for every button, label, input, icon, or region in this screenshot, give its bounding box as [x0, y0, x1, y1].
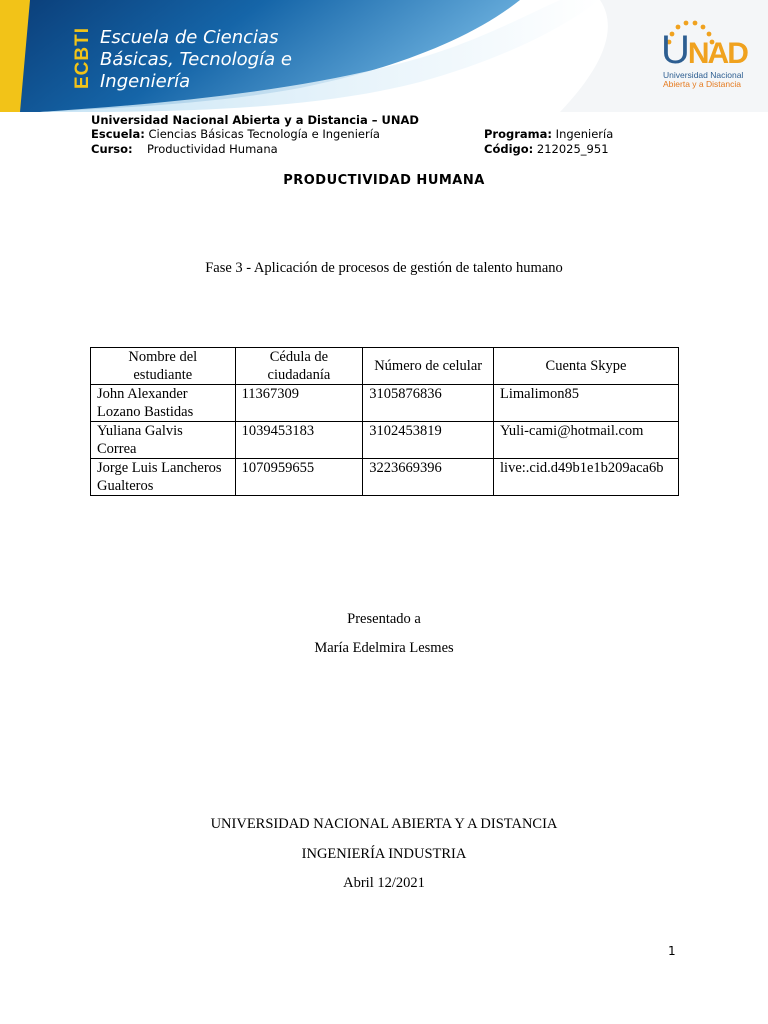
student-name-line-1: Yuliana Galvis: [97, 423, 183, 439]
skype-cell: live:.cid.d49b1e1b209aca6b: [494, 459, 679, 496]
programa-line: [484, 127, 613, 141]
escuela-value: Ciencias Básicas Tecnología e Ingeniería: [148, 127, 380, 141]
curso-label: Curso:: [91, 142, 133, 156]
program-name-upper: INGENIERÍA INDUSTRIA: [301, 846, 467, 862]
banner-title-line-3: Ingeniería: [100, 71, 191, 92]
curso-value: Productividad Humana: [147, 142, 278, 156]
header-celular-text: Número de celular: [374, 358, 483, 374]
banner-title-line-2: Básicas, Tecnología e: [100, 49, 292, 70]
header-cell-cedula: [235, 348, 363, 385]
programa-value: Ingeniería: [555, 127, 614, 141]
codigo-line: [484, 142, 609, 156]
phase-title: Fase 3 - Aplicación de procesos de gestión de talento humano: [205, 260, 563, 276]
university-name-upper: UNIVERSIDAD NACIONAL ABIERTA Y A DISTANCIA: [210, 816, 558, 832]
table-header-row: [91, 348, 679, 385]
codigo-value: 212025_951: [536, 142, 609, 156]
page-number: 1: [668, 944, 676, 958]
student-name-line-1: Jorge Luis Lancheros: [97, 460, 222, 476]
table-row: [91, 422, 679, 459]
header-name-line-1: Nombre del: [128, 349, 198, 365]
student-name-cell: [91, 385, 236, 422]
students-table: [90, 347, 679, 496]
table-row: [91, 459, 679, 496]
header-cell-celular: [363, 348, 494, 385]
codigo-label: Código:: [484, 142, 534, 156]
header-name-line-2: estudiante: [133, 367, 193, 383]
cedula-cell: 1039453183: [235, 422, 363, 459]
student-name-line-1: John Alexander: [97, 386, 188, 402]
header-cell-skype: [494, 348, 679, 385]
document-date: Abril 12/2021: [343, 875, 425, 891]
student-name-line-2: Correa: [97, 441, 137, 457]
document-heading: PRODUCTIVIDAD HUMANA: [283, 173, 485, 188]
celular-cell: 3105876836: [363, 385, 494, 422]
cedula-cell: 1070959655: [235, 459, 363, 496]
header-cedula-line-1: Cédula de: [269, 349, 329, 365]
celular-cell: 3223669396: [363, 459, 494, 496]
unad-logo: [655, 18, 751, 98]
logo-wordmark: UNAD: [661, 28, 747, 72]
student-name-line-2: Gualteros: [97, 478, 154, 494]
logo-subtitle-2: Abierta y a Distancia: [663, 79, 741, 89]
skype-cell: Yuli-cami@hotmail.com: [494, 422, 679, 459]
student-name-cell: [91, 459, 236, 496]
header-banner: [0, 0, 768, 112]
curso-line: [91, 142, 278, 156]
header-cedula-line-2: ciudadanía: [267, 367, 331, 383]
ecbti-vertical-label: ECBTI: [72, 27, 93, 89]
presented-to-label: Presentado a: [347, 611, 421, 627]
banner-title-line-1: Escuela de Ciencias: [100, 27, 279, 48]
student-name-cell: [91, 422, 236, 459]
escuela-label: Escuela:: [91, 127, 145, 141]
header-skype-text: Cuenta Skype: [545, 358, 627, 374]
skype-cell: Limalimon85: [494, 385, 679, 422]
university-name: Universidad Nacional Abierta y a Distancia – UNAD: [91, 113, 419, 127]
header-cell-name: [91, 348, 236, 385]
celular-cell: 3102453819: [363, 422, 494, 459]
banner-title: [100, 27, 340, 93]
cedula-cell: 11367309: [235, 385, 363, 422]
student-name-line-2: Lozano Bastidas: [97, 404, 194, 420]
escuela-line: [91, 127, 380, 141]
logo-subtitle-1: Universidad Nacional: [663, 70, 744, 80]
programa-label: Programa:: [484, 127, 553, 141]
table-row: [91, 385, 679, 422]
professor-name: María Edelmira Lesmes: [314, 640, 454, 656]
